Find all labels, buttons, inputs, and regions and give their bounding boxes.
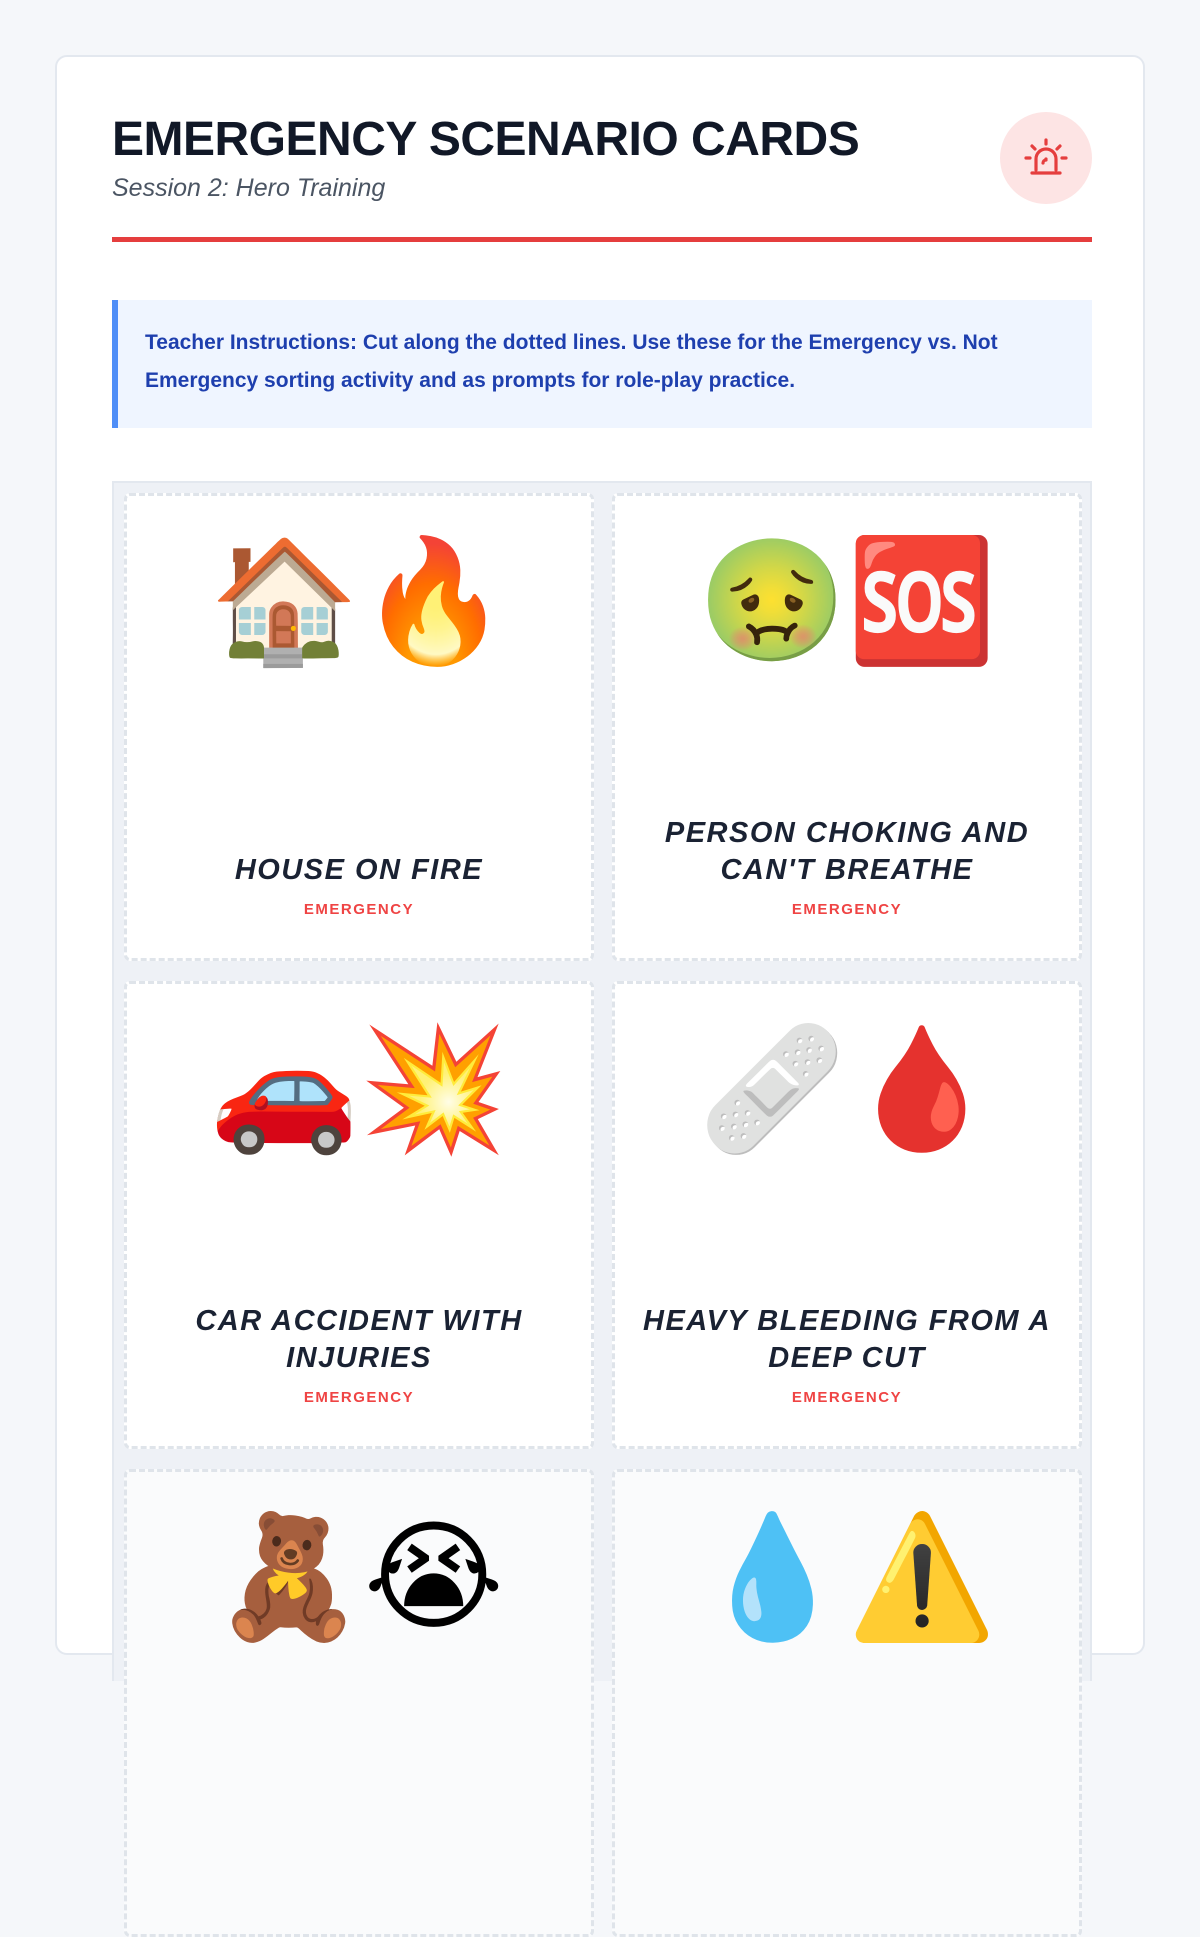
card-title: PERSON CHOKING AND CAN'T BREATHE: [664, 817, 1030, 886]
card-grid: [112, 481, 1092, 1681]
card-title: HOUSE ON FIRE: [234, 854, 484, 886]
teddy-crying-icon: 🧸😭: [214, 1510, 504, 1644]
card-caption: [635, 815, 1059, 918]
card-caption: [147, 852, 571, 918]
worksheet-page: [55, 55, 1145, 1655]
card-caption: [147, 1303, 571, 1406]
header-divider: [112, 237, 1092, 242]
scenario-card[interactable]: [124, 981, 594, 1449]
car-collision-icon: 🚗💥: [209, 1022, 509, 1156]
scenario-card[interactable]: [612, 1469, 1082, 1937]
house-fire-icon: 🏠🔥: [209, 534, 509, 668]
page-subtitle: Session 2: Hero Training: [112, 174, 386, 202]
siren-badge: [1000, 112, 1092, 204]
teacher-instructions: Teacher Instructions: Cut along the dotted lines. Use these for the Emergency vs. Not Emergency sorting activity and as prompts for role-play practice.: [112, 300, 1092, 428]
card-title: HEAVY BLEEDING FROM A DEEP CUT: [643, 1305, 1051, 1374]
card-category: EMERGENCY: [303, 1389, 415, 1406]
card-caption: [635, 1303, 1059, 1406]
nauseated-sos-icon: 🤢🆘: [697, 534, 997, 668]
card-category: EMERGENCY: [791, 1389, 903, 1406]
card-title: CAR ACCIDENT WITH INJURIES: [195, 1305, 523, 1374]
scenario-card[interactable]: [612, 493, 1082, 961]
droplet-warning-icon: 💧⚠️: [697, 1510, 997, 1644]
page-title: EMERGENCY SCENARIO CARDS: [112, 113, 860, 166]
scenario-card[interactable]: [612, 981, 1082, 1449]
scenario-card[interactable]: [124, 1469, 594, 1937]
card-category: EMERGENCY: [303, 901, 415, 918]
siren-icon: [1021, 133, 1071, 183]
card-category: EMERGENCY: [791, 901, 903, 918]
scenario-card[interactable]: [124, 493, 594, 961]
page-header: [112, 112, 1092, 242]
bandage-blood-icon: 🩹🩸: [697, 1022, 997, 1156]
